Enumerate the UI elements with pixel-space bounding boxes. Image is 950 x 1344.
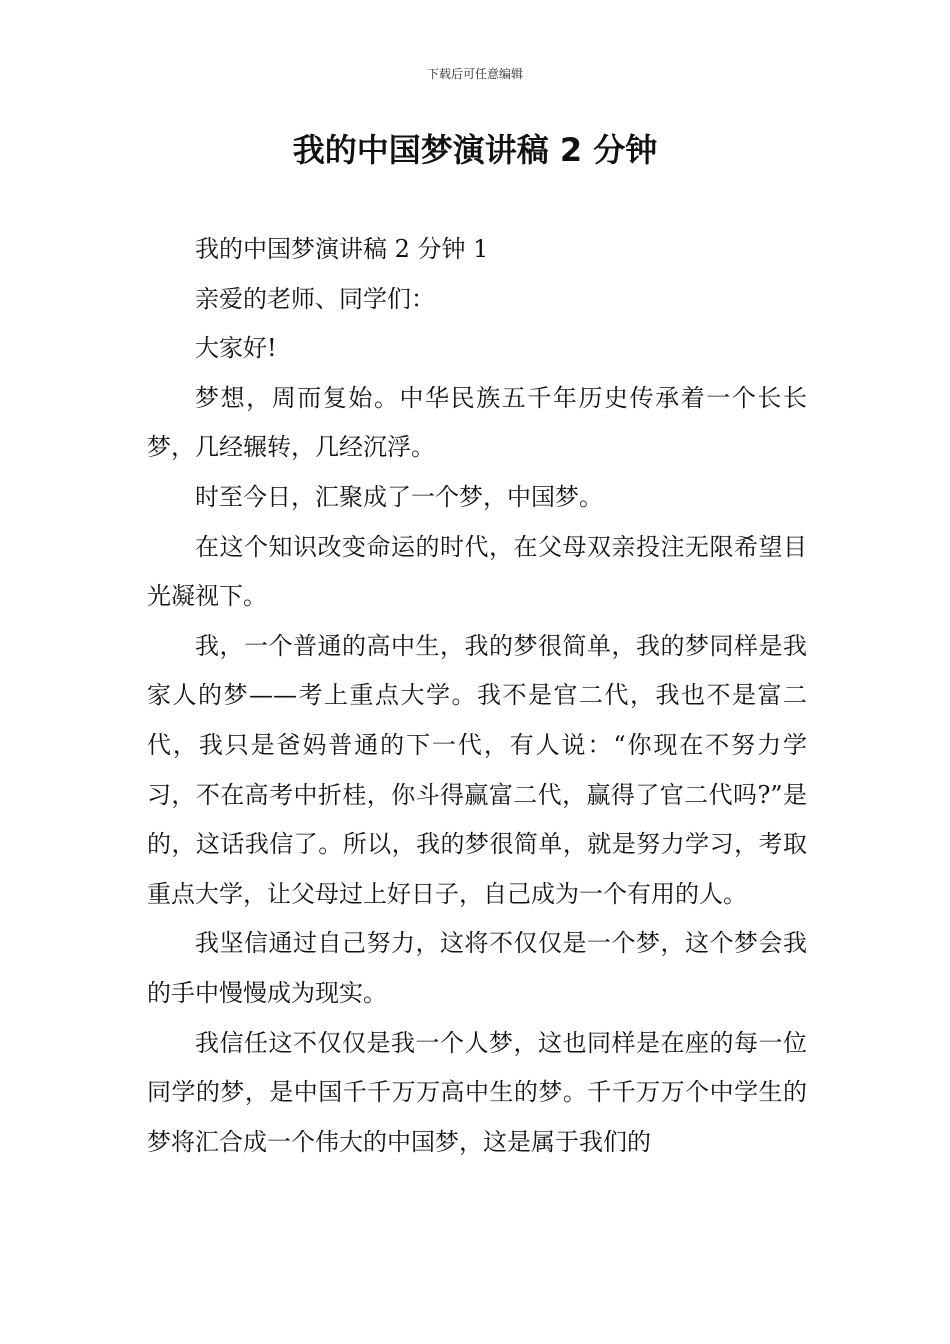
paragraph: 在这个知识改变命运的时代，在父母双亲投注无限希望目光凝视下。 [147, 532, 807, 611]
paragraph-salutation: 亲爱的老师、同学们： [195, 284, 435, 313]
paragraph-greeting: 大家好! [195, 334, 277, 363]
paragraph: 我信任这不仅仅是我一个人梦，这也同样是在座的每一位同学的梦，是中国千千万万高中生的梦。千千万万个中学生的梦将汇合成一个伟大的中国梦，这是属于我们的 [147, 1028, 807, 1156]
paragraph: 我，一个普通的高中生，我的梦很简单，我的梦同样是我家人的梦——考上重点大学。我不是官二代，我也不是富二代，我只是爸妈普通的下一代，有人说：“你现在不努力学习，不在高考中折桂，你斗得赢富二代，赢得了官二代吗?”是的，这话我信了。所以，我的梦很简单，就是努力学习，考取重点大学，让父母过上好日子，自己成为一个有用的人。 [147, 631, 807, 908]
paragraph: 梦想，周而复始。中华民族五千年历史传承着一个长长梦，几经辗转，几经沉浮。 [147, 383, 807, 462]
header-note: 下载后可任意编辑 [426, 67, 523, 81]
document-body [147, 225, 807, 1167]
paragraph: 时至今日，汇聚成了一个梦，中国梦。 [195, 482, 603, 511]
paragraph-subtitle: 我的中国梦演讲稿 2 分钟 1 [195, 235, 489, 263]
document-title: 我的中国梦演讲稿 2 分钟 [292, 131, 658, 169]
paragraph: 我坚信通过自己努力，这将不仅仅是一个梦，这个梦会我的手中慢慢成为现实。 [147, 929, 807, 1007]
